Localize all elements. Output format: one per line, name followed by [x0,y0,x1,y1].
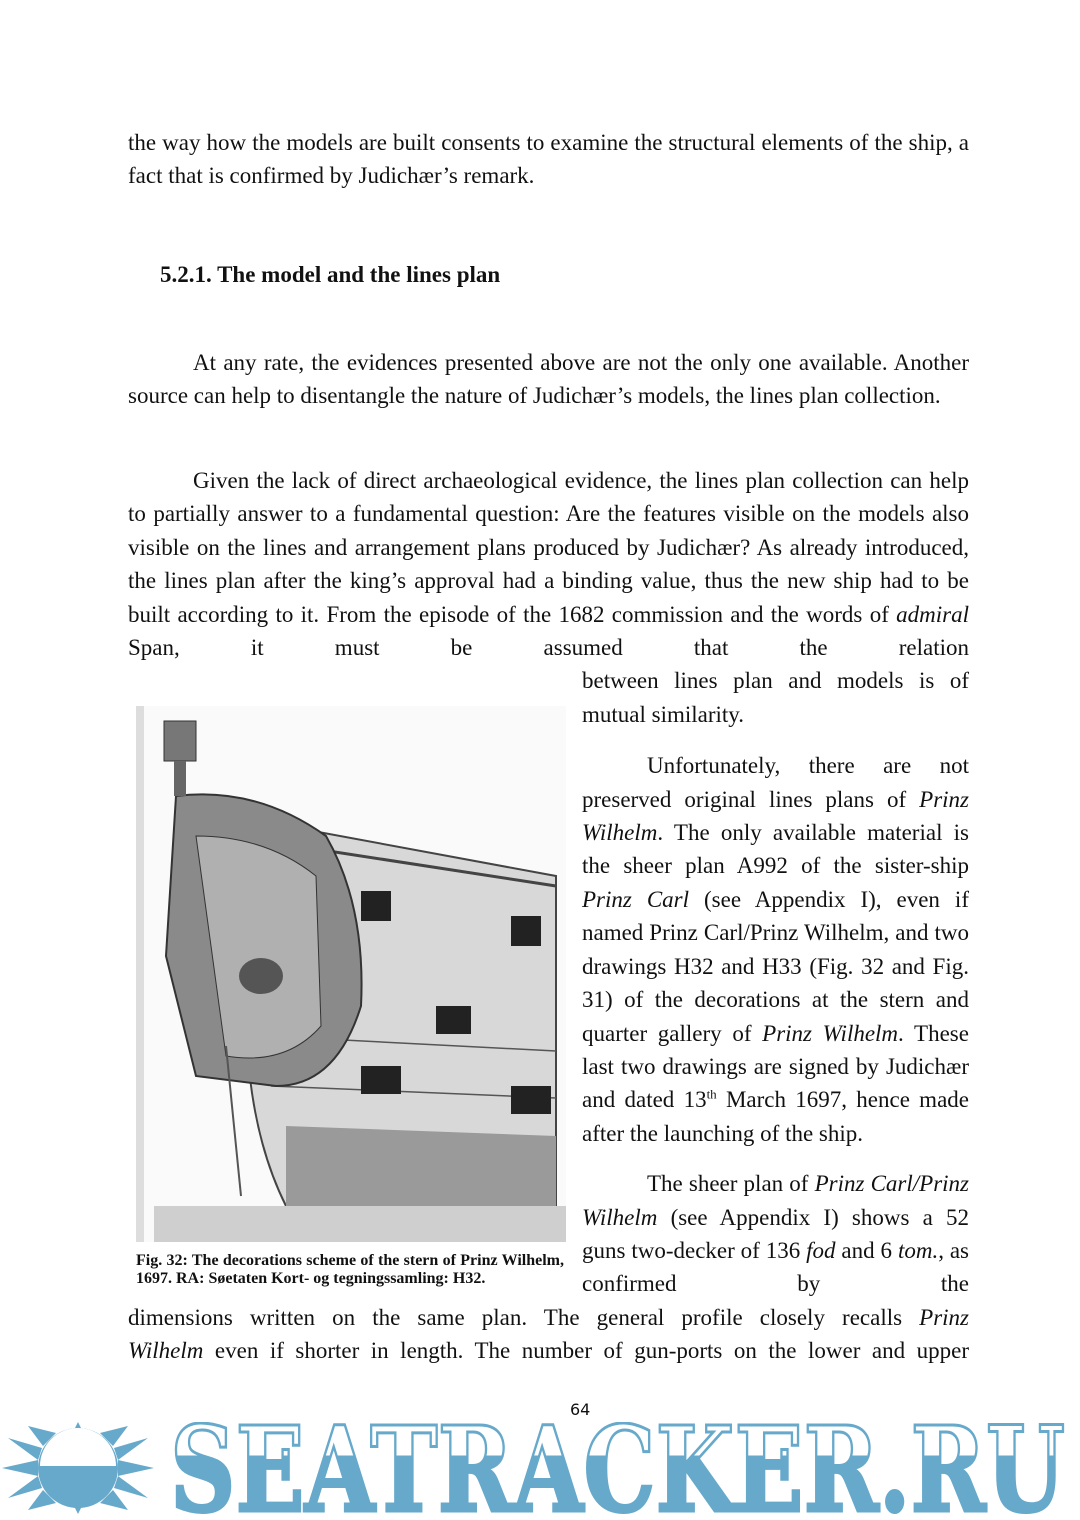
seatracker-watermark [0,1422,1080,1515]
superscript: th [706,1086,717,1102]
figure-and-text-row [128,664,969,1300]
text: Given the lack of direct archaeological evidence, the lines plan collection can help to partially answer to a fundamental question: Are the features visible on the models also visible on the lines and arrangement plans produced by Judichær? As already introduced, the lines plan after the king’s approval had a binding value, thus the new ship had to be built according to it. From the episode of the 1682 commission and the words of [128,468,969,627]
paragraph-2 [128,464,969,664]
text: (see Appendix I) shows a 52 guns two-decker of 136 [582,1204,969,1263]
page-number: 64 [570,1400,591,1419]
text: and 6 [835,1237,898,1263]
italic-text: fod [806,1237,836,1263]
text: even if shorter in length. The number of gun-ports on the lower and upper [203,1338,969,1364]
italic-text: Prinz Carl/Prinz Wilhelm [582,1171,969,1230]
body-flow [128,464,969,1368]
paragraph-4 [582,1167,969,1301]
paragraph-2-continued: between lines plan and models is of mutual similarity. [582,668,969,727]
text: Span, it must be assumed that the relation [128,635,969,661]
text: (see Appendix I), even if named Prinz Carl/Prinz Wilhelm, and two drawings H32 and H33 (Fig. 32 and Fig. 31) of the decorations at the stern and quarter gallery of [582,886,969,1046]
paragraph-4-continued-line-2 [128,1334,969,1367]
italic-text: Wilhelm [128,1338,204,1364]
text: March 1697, hence made after the launching of the ship. [582,1087,969,1146]
watermark-logo-lettering: SEATRACKER.RU [170,1422,1065,1515]
italic-text: Prinz Carl [582,886,690,912]
intro-paragraph: the way how the models are built consents to examine the structural elements of the ship, a fact that is confirmed by Judichær’s remark. [128,130,969,189]
figure-column [136,664,582,1288]
figure-caption: Fig. 32: The decorations scheme of the stern of Prinz Wilhelm, 1697. RA: Søetaten Kort- og tegningssamling: H32. [136,1252,564,1288]
text: . The only available material is the sheer plan A992 of the sister-ship [582,820,969,879]
italic-text: Prinz Wilhelm [762,1020,899,1046]
paragraph-1: At any rate, the evidences presented above are not the only one available. Another source can help to disentangle the nature of Judichær’s models, the lines plan collection. [128,350,969,409]
stern-drawing-figure [136,706,566,1242]
text: . These last two drawings are signed by Judichær and dated 13 [582,1020,969,1113]
text-column [582,664,969,1300]
paragraph-3 [582,749,969,1150]
italic-text: tom. [897,1237,939,1263]
italic-text: Prinz Wilhelm [582,786,969,846]
paragraph-4-continued-line-1 [128,1301,969,1334]
italic-text: admiral [896,601,969,627]
sun-logo-icon [2,1422,154,1514]
text: dimensions written on the same plan. The general profile closely recalls [128,1304,920,1330]
section-heading: 5.2.1. The model and the lines plan [160,262,501,287]
text: Unfortunately, there are not preserved original lines plans of [582,753,969,812]
text: The sheer plan of [647,1171,815,1197]
italic-text: Prinz [919,1304,969,1330]
text: , as confirmed by the [582,1237,969,1297]
